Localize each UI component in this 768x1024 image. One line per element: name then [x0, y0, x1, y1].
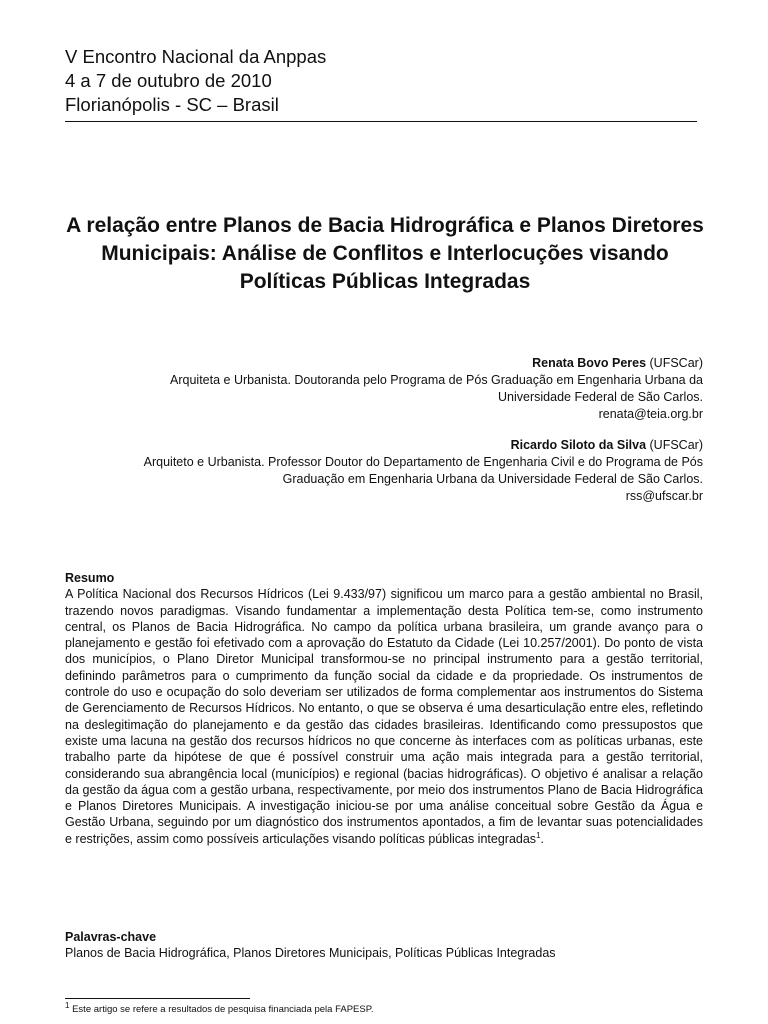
- header-divider: [65, 121, 697, 122]
- footnote-number: 1: [65, 1000, 70, 1010]
- author-affiliation: (UFSCar): [646, 356, 703, 370]
- abstract-body: A Política Nacional dos Recursos Hídricos (Lei 9.433/97) significou um marco para a gestão ambiental no Brasil, trazendo novos paradigmas. Visando fundamentar a implementação desta Política tem-se, como instrumento central, os Planos de Bacia Hidrográfica. No campo da política urbana brasileira, um grande avanço para o planejamento e gestão foi efetivado com a aprovação do Estatuto da Cidade (Lei 10.257/2001). Do ponto de vista dos municípios, o Plano Diretor Municipal transformou-se no principal instrumento para a gestão territorial, definindo parâmetros para o cumprimento da função social da cidade e da propriedade. Os instrumentos de controle do uso e ocupação do solo deveriam ser utilizados de forma complementar aos instrumentos do Sistema de Gerenciamento de Recursos Hídricos. No entanto, o que se observa é uma desarticulação entre eles, refletindo na deslegitimação do planejamento e da gestão das cidades brasileiras. Identificando como pressupostos que existe uma lacuna na gestão dos recursos hídricos no que concerne às interfaces com as políticas urbanas, este trabalho parte da hipótese de que é possível construir uma ação mais integrada para a gestão territorial, considerando sua abrangência local (municípios) e regional (bacias hidrográficas). O objetivo é analisar a relação da gestão da água com a gestão urbana, respectivamente, por meio dos instrumentos Plano de Bacia Hidrográfica e Planos Diretores Municipais. A investigação iniciou-se por uma análise conceitual sobre Gestão da Água e Gestão Urbana, seguindo por um diagnóstico dos instrumentos apontados, a fim de levantar suas potencialidades e restrições, assim como possíveis articulações visando políticas públicas integradas: [65, 587, 703, 846]
- event-header: [65, 45, 705, 122]
- author-description: Arquiteto e Urbanista. Professor Doutor do Departamento de Engenharia Civil e do Programa de Pós: [143, 455, 703, 469]
- footnote-reference: 1: [536, 830, 541, 840]
- paper-title: A relação entre Planos de Bacia Hidrográfica e Planos Diretores Municipais: Análise de Conflitos e Interlocuções visando Políticas Públicas Integradas: [66, 214, 704, 293]
- footnote-divider: [65, 998, 250, 999]
- author-description: Arquiteta e Urbanista. Doutoranda pelo Programa de Pós Graduação em Engenharia Urbana da: [170, 373, 703, 387]
- event-dates: 4 a 7 de outubro de 2010: [65, 70, 272, 91]
- abstract-section: [65, 570, 703, 847]
- author-name: Ricardo Siloto da Silva: [510, 438, 647, 452]
- abstract-text: [65, 586, 703, 847]
- keywords-section: [65, 929, 703, 962]
- author-heading: [43, 437, 703, 454]
- keywords-text: Planos de Bacia Hidrográfica, Planos Diretores Municipais, Políticas Públicas Integradas: [65, 946, 556, 961]
- author-affiliation: (UFSCar): [646, 438, 703, 452]
- author-name: Renata Bovo Peres: [532, 356, 647, 370]
- author-block-1: [43, 355, 703, 423]
- author-description: Universidade Federal de São Carlos.: [498, 390, 703, 404]
- keywords-heading: Palavras-chave: [65, 930, 157, 944]
- abstract-heading: Resumo: [65, 571, 115, 585]
- author-email: renata@teia.org.br: [598, 407, 703, 421]
- author-heading: [43, 355, 703, 372]
- author-description: Graduação em Engenharia Urbana da Universidade Federal de São Carlos.: [282, 472, 703, 486]
- author-block-2: [43, 437, 703, 505]
- event-name: V Encontro Nacional da Anppas: [65, 46, 327, 67]
- footnote-text: Este artigo se refere a resultados de pesquisa financiada pela FAPESP.: [69, 1004, 374, 1015]
- event-location: Florianópolis - SC – Brasil: [65, 94, 279, 115]
- abstract-end: .: [540, 831, 544, 846]
- footnote: [65, 1000, 705, 1016]
- author-email: rss@ufscar.br: [625, 489, 703, 503]
